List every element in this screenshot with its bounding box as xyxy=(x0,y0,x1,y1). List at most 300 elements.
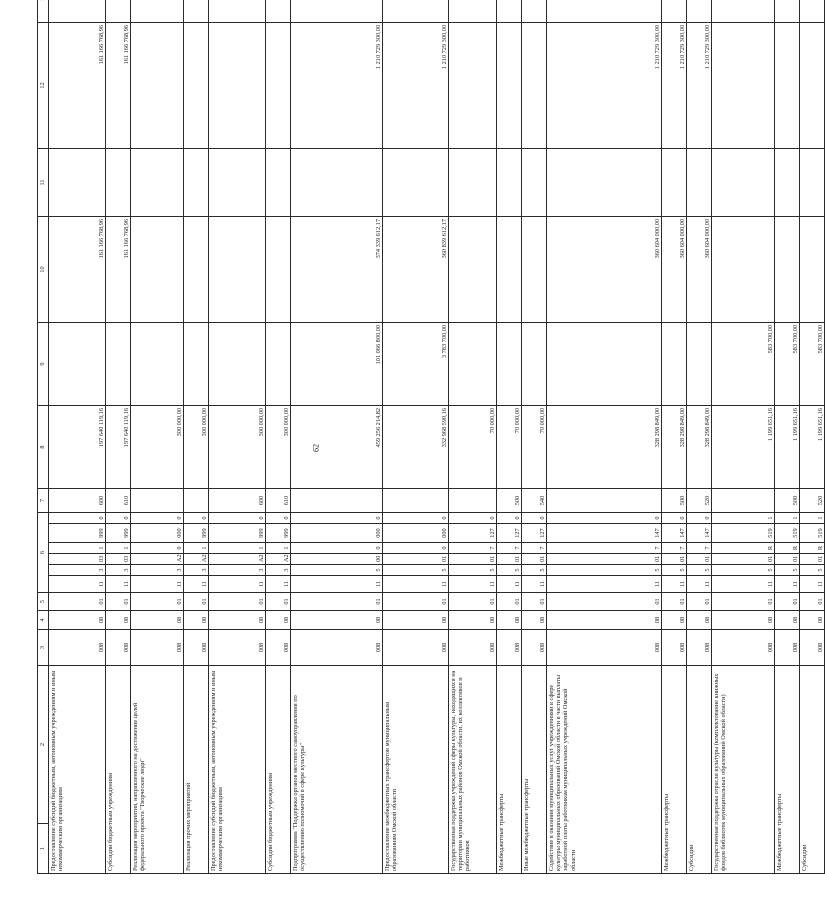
column-number: 3 xyxy=(38,630,49,666)
target-article-part: 11 xyxy=(291,576,383,593)
amount-col-13 xyxy=(497,0,522,23)
table-row xyxy=(662,0,687,874)
amount-col-9 xyxy=(687,323,712,406)
target-article-part: A2 xyxy=(266,554,291,565)
amount-col-8: 197 640 119,16 xyxy=(106,406,131,489)
amount-col-10: 360 604 000,00 xyxy=(662,217,687,323)
expense-type-code: 610 xyxy=(106,489,131,513)
section-code: 08 xyxy=(266,611,291,630)
table-row xyxy=(184,0,209,874)
target-article-part: 11 xyxy=(49,576,106,593)
target-article-part: 5 xyxy=(383,565,449,576)
target-article-part: 0 xyxy=(547,513,662,524)
section-code: 08 xyxy=(291,611,383,630)
amount-col-12 xyxy=(712,23,775,149)
expense-type-code xyxy=(131,489,184,513)
target-article-part: 5 xyxy=(547,565,662,576)
amount-col-10 xyxy=(712,217,775,323)
table-row xyxy=(209,0,266,874)
amount-col-13 xyxy=(712,0,775,23)
section-code: 08 xyxy=(497,611,522,630)
amount-col-13 xyxy=(49,0,106,23)
amount-col-8: 459 256 214,82 xyxy=(291,406,383,489)
target-article-part: 1 xyxy=(49,543,106,554)
table-row xyxy=(775,0,800,874)
subsection-code: 01 xyxy=(449,593,497,611)
section-code: 08 xyxy=(209,611,266,630)
row-description: Государственная поддержка учреждений сферы культуры, находящихся на территории муниципальных районов Омской области, их коллективов и работников xyxy=(449,666,497,874)
target-article-part: 7 xyxy=(522,543,547,554)
target-article-part: 999 xyxy=(106,524,131,543)
amount-col-8: 328 298 849,00 xyxy=(662,406,687,489)
target-article-part: A2 xyxy=(131,554,184,565)
amount-col-11 xyxy=(266,149,291,217)
row-description: Межбюджетные трансферты xyxy=(775,666,800,874)
amount-col-11 xyxy=(209,149,266,217)
amount-col-10 xyxy=(131,217,184,323)
target-article-part: 0 xyxy=(522,513,547,524)
target-article-part: 11 xyxy=(266,576,291,593)
amount-col-8: 70 000,00 xyxy=(497,406,522,489)
target-article-part: 7 xyxy=(449,543,497,554)
table-row xyxy=(547,0,662,874)
amount-col-8: 300 000,00 xyxy=(131,406,184,489)
amount-col-9 xyxy=(497,323,522,406)
target-article-part: 3 xyxy=(106,565,131,576)
table-row xyxy=(131,0,184,874)
subsection-code: 01 xyxy=(775,593,800,611)
amount-col-8: 1 199 651,16 xyxy=(800,406,825,489)
amount-col-11 xyxy=(131,149,184,217)
amount-col-9 xyxy=(522,323,547,406)
column-number: 12 xyxy=(38,23,49,149)
row-description: Государственная поддержка отрасли культуры (комплектование книжных фондов библиотек муниципальных образований Омской области) xyxy=(712,666,775,874)
column-number: 4 xyxy=(38,611,49,630)
ministry-code: 008 xyxy=(687,630,712,666)
target-article-part: 11 xyxy=(712,576,775,593)
section-code: 08 xyxy=(800,611,825,630)
amount-col-10 xyxy=(497,217,522,323)
amount-col-10: 161 166 768,96 xyxy=(49,217,106,323)
expense-type-code xyxy=(712,489,775,513)
subsection-code: 01 xyxy=(266,593,291,611)
column-number: 5 xyxy=(38,593,49,611)
section-code: 08 xyxy=(449,611,497,630)
expense-type-code: 540 xyxy=(522,489,547,513)
section-code: 08 xyxy=(662,611,687,630)
amount-col-8: 1 199 651,16 xyxy=(712,406,775,489)
target-article-part: 11 xyxy=(687,576,712,593)
target-article-part: 11 xyxy=(497,576,522,593)
amount-col-9: 583 700,00 xyxy=(712,323,775,406)
ministry-code: 008 xyxy=(106,630,131,666)
target-article-part: 1 xyxy=(209,543,266,554)
target-article-part: 3 xyxy=(131,565,184,576)
amount-col-12: 161 166 768,96 xyxy=(49,23,106,149)
page-number: 62 xyxy=(311,444,321,452)
target-article-part: 11 xyxy=(184,576,209,593)
amount-col-11 xyxy=(383,149,449,217)
amount-col-12 xyxy=(449,23,497,149)
amount-col-11 xyxy=(449,149,497,217)
amount-col-11 xyxy=(800,149,825,217)
target-article-part: 0 xyxy=(266,513,291,524)
ministry-code: 008 xyxy=(449,630,497,666)
amount-col-9 xyxy=(547,323,662,406)
expense-type-code: 610 xyxy=(266,489,291,513)
amount-col-13 xyxy=(662,0,687,23)
target-article-part: 0 xyxy=(131,543,184,554)
ministry-code: 008 xyxy=(184,630,209,666)
amount-col-8: 300 000,00 xyxy=(209,406,266,489)
amount-col-9 xyxy=(131,323,184,406)
section-code: 08 xyxy=(184,611,209,630)
amount-col-12 xyxy=(522,23,547,149)
target-article-part: A2 xyxy=(184,554,209,565)
target-article-part: 01 xyxy=(775,554,800,565)
amount-col-10 xyxy=(800,217,825,323)
amount-col-12: 1 210 729 300,00 xyxy=(662,23,687,149)
subsection-code: 01 xyxy=(383,593,449,611)
target-article-part: 11 xyxy=(775,576,800,593)
table-body xyxy=(49,0,825,874)
amount-col-10: 360 839 612,17 xyxy=(383,217,449,323)
target-article-part: 999 xyxy=(49,524,106,543)
amount-col-12: 1 210 729 300,00 xyxy=(383,23,449,149)
amount-col-9: 3 783 700,00 xyxy=(383,323,449,406)
amount-col-10 xyxy=(266,217,291,323)
amount-col-11 xyxy=(106,149,131,217)
amount-col-9 xyxy=(266,323,291,406)
target-article-part: 01 xyxy=(800,554,825,565)
expense-type-code: 520 xyxy=(800,489,825,513)
target-article-part: 11 xyxy=(547,576,662,593)
target-article-part: 147 xyxy=(662,524,687,543)
section-code: 08 xyxy=(522,611,547,630)
target-article-part: 0 xyxy=(291,543,383,554)
amount-col-13 xyxy=(131,0,184,23)
subsection-code: 01 xyxy=(662,593,687,611)
subsection-code: 01 xyxy=(291,593,383,611)
row-description: Субсидии бюджетным учреждениям xyxy=(106,666,131,874)
amount-col-13 xyxy=(291,0,383,23)
table-row xyxy=(522,0,547,874)
table-row xyxy=(266,0,291,874)
table-row xyxy=(449,0,497,874)
ministry-code: 008 xyxy=(291,630,383,666)
subsection-code: 01 xyxy=(106,593,131,611)
row-description: Иные межбюджетные трансферты xyxy=(522,666,547,874)
amount-col-12: 161 166 768,96 xyxy=(106,23,131,149)
expense-type-code xyxy=(383,489,449,513)
target-article-part: 01 xyxy=(712,554,775,565)
ministry-code: 008 xyxy=(775,630,800,666)
subsection-code: 01 xyxy=(131,593,184,611)
target-article-part: 0 xyxy=(49,513,106,524)
ministry-code: 008 xyxy=(662,630,687,666)
amount-col-13 xyxy=(775,0,800,23)
amount-col-9: 583 700,00 xyxy=(775,323,800,406)
subsection-code: 01 xyxy=(522,593,547,611)
target-article-part: 0 xyxy=(291,513,383,524)
target-article-part: 519 xyxy=(712,524,775,543)
ministry-code: 008 xyxy=(49,630,106,666)
target-article-part: 11 xyxy=(106,576,131,593)
target-article-part: 7 xyxy=(662,543,687,554)
amount-col-9: 101 066 800,00 xyxy=(291,323,383,406)
expense-type-code: 520 xyxy=(687,489,712,513)
column-number: 2 xyxy=(38,666,49,824)
target-article-part: 3 xyxy=(184,565,209,576)
amount-col-8: 1 199 651,16 xyxy=(775,406,800,489)
amount-col-11 xyxy=(522,149,547,217)
target-article-part: 0 xyxy=(131,513,184,524)
table-row xyxy=(800,0,825,874)
amount-col-10: 161 166 768,96 xyxy=(106,217,131,323)
target-article-part: 11 xyxy=(209,576,266,593)
amount-col-10: 374 339 612,17 xyxy=(291,217,383,323)
amount-col-11 xyxy=(712,149,775,217)
target-article-part: 7 xyxy=(687,543,712,554)
row-description: Предоставление субсидий бюджетным, автономным учреждениям и иным некоммерческим организациям xyxy=(209,666,266,874)
expense-type-code xyxy=(291,489,383,513)
ministry-code: 008 xyxy=(712,630,775,666)
target-article-part: 1 xyxy=(266,543,291,554)
amount-col-8: 197 640 119,16 xyxy=(49,406,106,489)
target-article-part: 7 xyxy=(497,543,522,554)
target-article-part: 5 xyxy=(497,565,522,576)
amount-col-9 xyxy=(184,323,209,406)
table-row xyxy=(291,0,383,874)
ministry-code: 008 xyxy=(266,630,291,666)
amount-col-9: 583 700,00 xyxy=(800,323,825,406)
target-article-part: 5 xyxy=(687,565,712,576)
target-article-part: 5 xyxy=(662,565,687,576)
row-description: Подпрограмма "Поддержка органов местного самоуправления по осуществлению полномочий в сфере культуры" xyxy=(291,666,383,874)
amount-col-8: 328 298 849,00 xyxy=(547,406,662,489)
amount-col-10 xyxy=(209,217,266,323)
target-article-part: R xyxy=(800,543,825,554)
table-row xyxy=(383,0,449,874)
expense-type-code xyxy=(184,489,209,513)
target-article-part: 127 xyxy=(449,524,497,543)
target-article-part: R xyxy=(712,543,775,554)
amount-col-13 xyxy=(800,0,825,23)
amount-col-11 xyxy=(184,149,209,217)
section-code: 08 xyxy=(547,611,662,630)
target-article-part: 000 xyxy=(131,524,184,543)
target-article-part: 01 xyxy=(449,554,497,565)
expense-type-code: 600 xyxy=(49,489,106,513)
amount-col-11 xyxy=(49,149,106,217)
amount-col-13 xyxy=(209,0,266,23)
target-article-part: 5 xyxy=(449,565,497,576)
budget-table-rotated xyxy=(37,0,824,874)
target-article-part: 5 xyxy=(291,565,383,576)
amount-col-12 xyxy=(775,23,800,149)
target-article-part: 0 xyxy=(184,513,209,524)
column-number: 11 xyxy=(38,149,49,217)
amount-col-8: 328 298 849,00 xyxy=(687,406,712,489)
subsection-code: 01 xyxy=(687,593,712,611)
target-article-part: 147 xyxy=(687,524,712,543)
amount-col-11 xyxy=(687,149,712,217)
section-code: 08 xyxy=(106,611,131,630)
ministry-code: 008 xyxy=(383,630,449,666)
target-article-part: 0 xyxy=(449,513,497,524)
target-article-part: 03 xyxy=(106,554,131,565)
amount-col-10 xyxy=(184,217,209,323)
amount-col-8: 332 968 590,16 xyxy=(383,406,449,489)
target-article-part: 3 xyxy=(49,565,106,576)
amount-col-11 xyxy=(775,149,800,217)
amount-col-12: 1 210 729 300,00 xyxy=(687,23,712,149)
target-article-part: 5 xyxy=(712,565,775,576)
target-article-part: 999 xyxy=(209,524,266,543)
ministry-code: 008 xyxy=(497,630,522,666)
amount-col-11 xyxy=(662,149,687,217)
ministry-code: 008 xyxy=(131,630,184,666)
target-article-part: 5 xyxy=(800,565,825,576)
column-number: 8 xyxy=(38,406,49,489)
amount-col-12 xyxy=(131,23,184,149)
target-article-part: 1 xyxy=(106,543,131,554)
row-description: Предоставление субсидий бюджетным, автономным учреждениям и иным некоммерческим организациям xyxy=(49,666,106,874)
subsection-code: 01 xyxy=(209,593,266,611)
column-number: 1 xyxy=(38,824,49,874)
target-article-part: 519 xyxy=(800,524,825,543)
amount-col-10 xyxy=(449,217,497,323)
section-code: 08 xyxy=(383,611,449,630)
amount-col-8: 300 000,00 xyxy=(184,406,209,489)
target-article-part: 000 xyxy=(383,524,449,543)
amount-col-12: 1 210 729 300,00 xyxy=(291,23,383,149)
amount-col-10: 360 604 000,00 xyxy=(547,217,662,323)
section-code: 08 xyxy=(687,611,712,630)
target-article-part: 0 xyxy=(662,513,687,524)
target-article-part: 000 xyxy=(291,524,383,543)
expense-type-code: 500 xyxy=(497,489,522,513)
amount-col-12: 1 210 729 300,00 xyxy=(547,23,662,149)
subsection-code: 01 xyxy=(184,593,209,611)
ministry-code: 008 xyxy=(547,630,662,666)
amount-col-12 xyxy=(266,23,291,149)
column-number: 7 xyxy=(38,489,49,513)
target-article-part: 3 xyxy=(209,565,266,576)
row-description: Предоставление межбюджетных трансфертов муниципальным образованиям Омской области xyxy=(383,666,449,874)
expense-type-code: 500 xyxy=(662,489,687,513)
row-description: Содействие в оказании муниципальных услуг учреждениями в сфере культуры муниципальных образований Омской области в части выплаты заработной платы работникам муниципальных учреждений Омской области xyxy=(547,666,662,874)
budget-table xyxy=(37,0,825,874)
amount-col-10 xyxy=(522,217,547,323)
target-article-part: 01 xyxy=(662,554,687,565)
target-article-part: 1 xyxy=(712,513,775,524)
section-code: 08 xyxy=(775,611,800,630)
column-number-row xyxy=(38,0,49,874)
target-article-part: 127 xyxy=(497,524,522,543)
target-article-part: 999 xyxy=(184,524,209,543)
target-article-part: 0 xyxy=(383,543,449,554)
row-description: Межбюджетные трансферты xyxy=(662,666,687,874)
target-article-part: R xyxy=(775,543,800,554)
subsection-code: 01 xyxy=(547,593,662,611)
subsection-code: 01 xyxy=(49,593,106,611)
amount-col-12 xyxy=(184,23,209,149)
column-number: 9 xyxy=(38,323,49,406)
amount-col-8: 300 000,00 xyxy=(266,406,291,489)
column-number: 6 xyxy=(38,513,49,593)
amount-col-12 xyxy=(209,23,266,149)
target-article-part: 519 xyxy=(775,524,800,543)
expense-type-code: 600 xyxy=(209,489,266,513)
target-article-part: 1 xyxy=(184,543,209,554)
row-description: Субсидии бюджетным учреждениям xyxy=(266,666,291,874)
amount-col-9 xyxy=(49,323,106,406)
target-article-part: 01 xyxy=(497,554,522,565)
amount-col-13 xyxy=(266,0,291,23)
expense-type-code xyxy=(547,489,662,513)
target-article-part: 147 xyxy=(547,524,662,543)
amount-col-13 xyxy=(184,0,209,23)
ministry-code: 008 xyxy=(800,630,825,666)
subsection-code: 01 xyxy=(800,593,825,611)
amount-col-9 xyxy=(449,323,497,406)
amount-col-11 xyxy=(547,149,662,217)
amount-col-13 xyxy=(106,0,131,23)
target-article-part: 00 xyxy=(291,554,383,565)
target-article-part: 999 xyxy=(266,524,291,543)
target-article-part: A2 xyxy=(209,554,266,565)
target-article-part: 01 xyxy=(687,554,712,565)
amount-col-12 xyxy=(497,23,522,149)
target-article-part: 11 xyxy=(449,576,497,593)
amount-col-9 xyxy=(106,323,131,406)
subsection-code: 01 xyxy=(497,593,522,611)
section-code: 08 xyxy=(131,611,184,630)
target-article-part: 3 xyxy=(266,565,291,576)
amount-col-10 xyxy=(775,217,800,323)
amount-col-8: 70 000,00 xyxy=(522,406,547,489)
row-description: Субсидии xyxy=(800,666,825,874)
column-number: 10 xyxy=(38,217,49,323)
section-code: 08 xyxy=(49,611,106,630)
target-article-part: 11 xyxy=(383,576,449,593)
table-row xyxy=(49,0,106,874)
target-article-part: 11 xyxy=(522,576,547,593)
ministry-code: 008 xyxy=(209,630,266,666)
expense-type-code: 500 xyxy=(775,489,800,513)
amount-col-13 xyxy=(449,0,497,23)
target-article-part: 01 xyxy=(547,554,662,565)
table-row xyxy=(687,0,712,874)
expense-type-code xyxy=(449,489,497,513)
table-row xyxy=(106,0,131,874)
target-article-part: 0 xyxy=(383,513,449,524)
target-article-part: 11 xyxy=(800,576,825,593)
target-article-part: 01 xyxy=(383,554,449,565)
target-article-part: 0 xyxy=(497,513,522,524)
target-article-part: 11 xyxy=(662,576,687,593)
target-article-part: 5 xyxy=(775,565,800,576)
target-article-part: 0 xyxy=(106,513,131,524)
subsection-code: 01 xyxy=(712,593,775,611)
row-description: Межбюджетные трансферты xyxy=(497,666,522,874)
target-article-part: 01 xyxy=(522,554,547,565)
amount-col-9 xyxy=(662,323,687,406)
row-description: Субсидии xyxy=(687,666,712,874)
target-article-part: 127 xyxy=(522,524,547,543)
target-article-part: 1 xyxy=(775,513,800,524)
